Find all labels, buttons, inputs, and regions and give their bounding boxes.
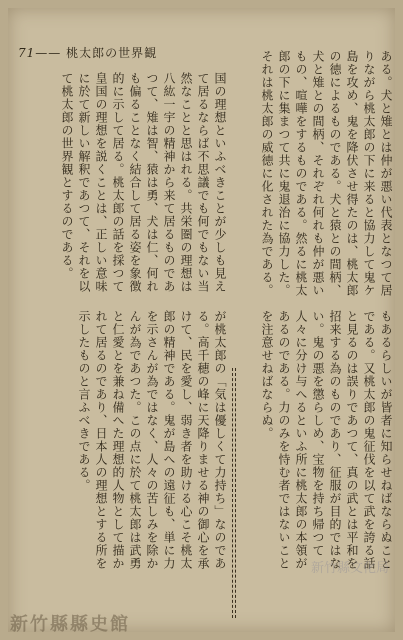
library-watermark: 新竹縣縣史館	[10, 614, 130, 635]
paragraph: ある。犬と雉とは仲が悪い代表となつて居りながら桃太郎の下に来ると協力して鬼ケ島を攻め、鬼を降伏させ得たのは、桃太郎の徳によるものである。犬と猿との間柄、犬と雉との間柄、それぞれ何れも仲が悪いもの、喧嘩をするものである。然るに桃太郎の下に集まつて共に鬼退治に協力した。それは桃太郎の威徳に化された為である。	[260, 50, 393, 297]
text-column-top-left	[20, 72, 228, 300]
divider-line	[232, 368, 233, 618]
text-column-top-right	[234, 50, 394, 298]
archive-stamp: 新竹縣文化局	[310, 561, 389, 576]
text-column-bottom-left	[20, 310, 228, 572]
text-column-bottom-right	[234, 310, 394, 572]
page-number: 71	[18, 46, 36, 60]
page-header	[18, 44, 218, 62]
paragraph: もあるらしいが皆者に知らせねばならぬことである。又桃太郎の鬼征伐を以て武を誇る話と見るのは誤りであつて、真の武とは平和を招来する為のものであり、征服が目的ではない。鬼の悪を懲らしめ、宝物を持ち帰つて人々に分け与へるといふ所に桃太郎の本領があるのである。力のみを恃む者ではないことを注意せねばならぬ。	[260, 310, 393, 570]
running-title: —— 桃太郎の世界観	[35, 46, 158, 60]
divider-line	[235, 368, 236, 618]
book-page	[8, 8, 395, 632]
paragraph: が桃太郎の「気は優しくて力持ち」なのである。高千穂の峰に天降りませる神の御心を承けて、民を愛し、弱き者を助ける心こそ桃太郎の精神である。鬼が島への遠征も、単に力を示さんが為ではなく、人々の苦しみを除かんが為であつた。この点に於て桃太郎は武勇と仁愛とを兼ね備へた理想的人物として描かれて居るのであり、日本人の理想とする所を示したものと言ふべきである。	[77, 310, 227, 570]
paragraph: 国の理想といふべきことが少しも見えて居るならば不思議でも何でもない当然なことと思はれる。共栄圏の理想は八紘一宇の精神から来て居るものであつて、雉は智、猿は勇、犬は仁、何れも偏ることなく結合して居る姿を象徴的に示して居る。桃太郎の話を採つて皇国の理想を説くことは、正しい意味に於て新しい解釈であつて、それを以て桃太郎の世界観とするのである。	[60, 72, 227, 293]
